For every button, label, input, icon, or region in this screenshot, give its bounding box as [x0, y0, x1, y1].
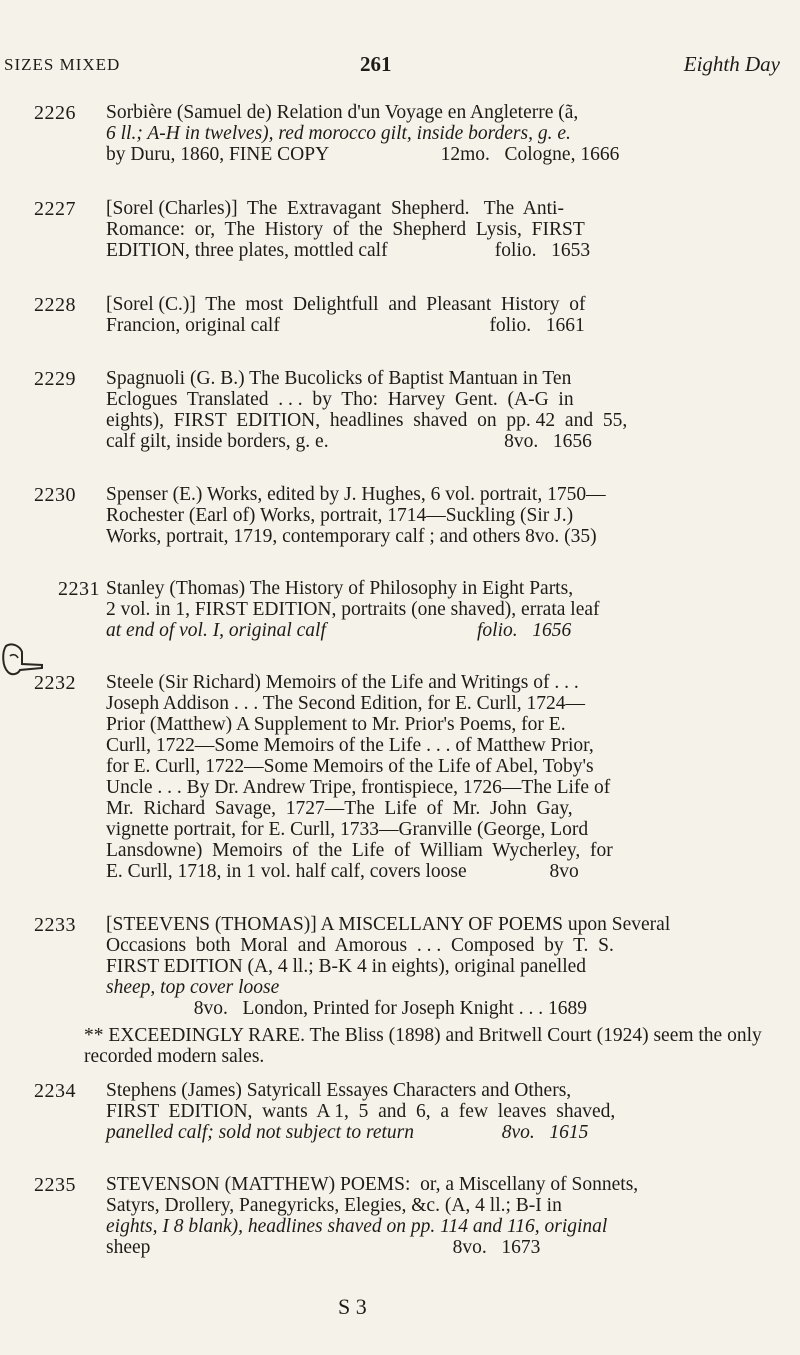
page-number: 261 — [360, 52, 392, 76]
lot-number: 2233 — [34, 914, 76, 936]
description-line: calf gilt, inside borders, g. e. 8vo. 1656 — [106, 431, 592, 452]
description-line: Occasions both Moral and Amorous . . . Composed by T. S. — [106, 935, 614, 956]
description-line: eights, I 8 blank), headlines shaved on pp. 114 and 116, original — [106, 1216, 608, 1237]
description-line: vignette portrait, for E. Curll, 1733—Granville (George, Lord — [106, 819, 589, 840]
description-line: Spagnuoli (G. B.) The Bucolicks of Baptist Mantuan in Ten — [106, 368, 572, 389]
description-line: Eclogues Translated . . . by Tho: Harvey Gent. (A-G in — [106, 389, 574, 410]
lot-number: 2228 — [34, 294, 76, 316]
lot-number: 2230 — [34, 484, 76, 506]
description-line: STEVENSON (MATTHEW) POEMS: or, a Miscellany of Sonnets, — [106, 1174, 639, 1195]
description-line: for E. Curll, 1722—Some Memoirs of the Life of Abel, Toby's — [106, 756, 594, 777]
description-line: by Duru, 1860, FINE COPY 12mo. Cologne, 1666 — [106, 144, 620, 165]
description-line: sheep 8vo. 1673 — [106, 1237, 541, 1258]
description-line: 6 ll.; A-H in twelves), red morocco gilt, inside borders, g. e. — [106, 123, 571, 144]
lot-number: 2231 — [58, 578, 100, 600]
lot-description — [106, 368, 792, 452]
description-line: Stephens (James) Satyricall Essayes Characters and Others, — [106, 1080, 572, 1101]
description-line: [STEEVENS (THOMAS)] A MISCELLANY OF POEMS upon Several — [106, 914, 671, 935]
lot-number: 2235 — [34, 1174, 76, 1196]
description-line: 8vo. London, Printed for Joseph Knight . . . 1689 — [106, 998, 587, 1019]
lot-description — [106, 578, 792, 641]
description-line: EDITION, three plates, mottled calf folio. 1653 — [106, 240, 591, 261]
lot-number: 2232 — [34, 672, 76, 694]
header-day: Eighth Day — [683, 52, 780, 76]
header-section: SIZES MIXED — [4, 55, 121, 74]
description-line: FIRST EDITION, wants A 1, 5 and 6, a few leaves shaved, — [106, 1101, 616, 1122]
lot-number: 2234 — [34, 1080, 76, 1102]
description-line: Stanley (Thomas) The History of Philosophy in Eight Parts, — [106, 578, 574, 599]
description-line: Satyrs, Drollery, Panegyricks, Elegies, &c. (A, 4 ll.; B-I in — [106, 1195, 562, 1216]
description-line: 2 vol. in 1, FIRST EDITION, portraits (one shaved), errata leaf — [106, 599, 600, 620]
description-line: Francion, original calf folio. 1661 — [106, 315, 585, 336]
lot-description — [106, 484, 792, 547]
lot-description — [106, 198, 792, 261]
description-line: Spenser (E.) Works, edited by J. Hughes, 6 vol. portrait, 1750— — [106, 484, 606, 505]
description-line: [Sorel (C.)] The most Delightfull and Pleasant History of — [106, 294, 586, 315]
lot-description — [106, 914, 792, 1019]
description-line: Works, portrait, 1719, contemporary calf ; and others 8vo. (35) — [106, 526, 597, 547]
lot-description — [106, 102, 792, 165]
lot-description — [106, 672, 792, 882]
description-line: Curll, 1722—Some Memoirs of the Life . . . of Matthew Prior, — [106, 735, 594, 756]
lot-description — [106, 1174, 792, 1258]
description-line: at end of vol. I, original calf folio. 1656 — [106, 620, 572, 641]
description-line: Uncle . . . By Dr. Andrew Tripe, frontispiece, 1726—The Life of — [106, 777, 611, 798]
description-line: Prior (Matthew) A Supplement to Mr. Prior's Poems, for E. — [106, 714, 566, 735]
lot-number: 2226 — [34, 102, 76, 124]
description-line: [Sorel (Charles)] The Extravagant Shepherd. The Anti- — [106, 198, 564, 219]
description-line: Rochester (Earl of) Works, portrait, 1714—Suckling (Sir J.) — [106, 505, 574, 526]
description-line: E. Curll, 1718, in 1 vol. half calf, covers loose 8vo — [106, 861, 579, 882]
description-line: Lansdowne) Memoirs of the Life of William Wycherley, for — [106, 840, 613, 861]
description-line: Steele (Sir Richard) Memoirs of the Life and Writings of . . . — [106, 672, 579, 693]
lot-note: ** EXCEEDINGLY RARE. The Bliss (1898) and Britwell Court (1924) seem the only recorded modern sales. — [84, 1025, 762, 1067]
description-line: Mr. Richard Savage, 1727—The Life of Mr. John Gay, — [106, 798, 573, 819]
signature-mark: S 3 — [338, 1294, 367, 1319]
lot-number: 2229 — [34, 368, 76, 390]
lot-description — [106, 1080, 792, 1143]
description-line: Romance: or, The History of the Shepherd Lysis, FIRST — [106, 219, 585, 240]
description-line: sheep, top cover loose — [106, 977, 280, 998]
description-line: eights), FIRST EDITION, headlines shaved on pp. 42 and 55, — [106, 410, 628, 431]
page-header — [0, 52, 800, 82]
lot-number: 2227 — [34, 198, 76, 220]
description-line: Sorbière (Samuel de) Relation d'un Voyage en Angleterre (ã, — [106, 102, 579, 123]
description-line: FIRST EDITION (A, 4 ll.; B-K 4 in eights), original panelled — [106, 956, 587, 977]
lot-description — [106, 294, 792, 336]
description-line: Joseph Addison . . . The Second Edition, for E. Curll, 1724— — [106, 693, 585, 714]
description-line: panelled calf; sold not subject to return 8vo. 1615 — [106, 1122, 589, 1143]
